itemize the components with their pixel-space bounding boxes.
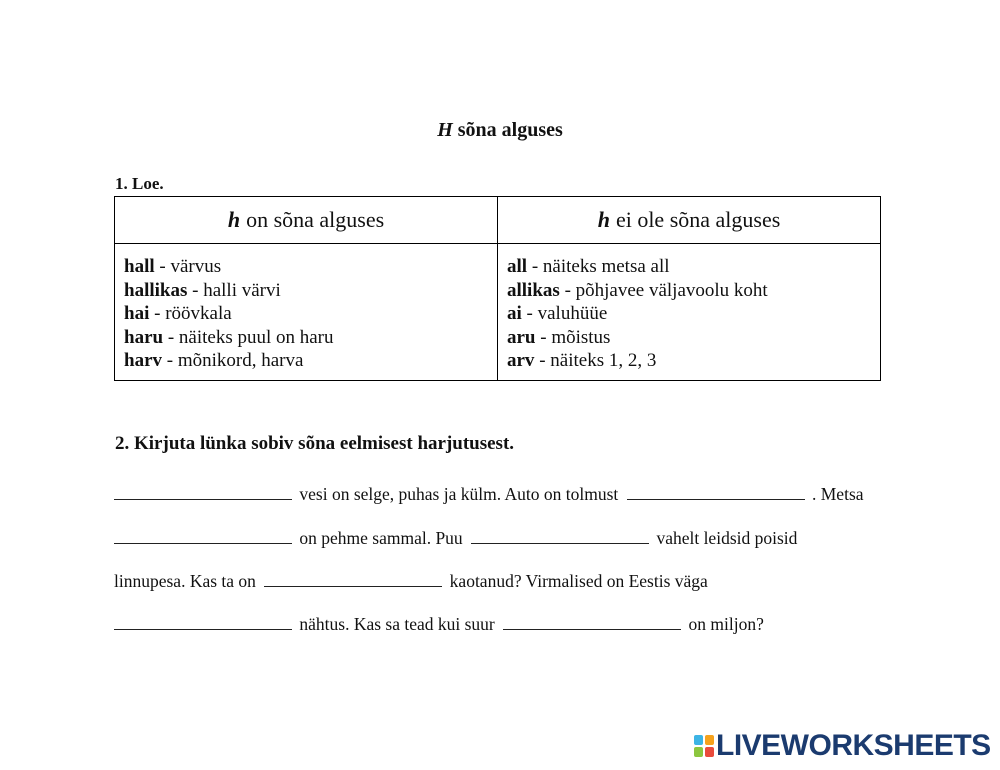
liveworksheets-logo[interactable] xyxy=(694,731,991,761)
word-list-with-h xyxy=(115,244,498,380)
table-header-with-h xyxy=(115,197,498,244)
list-item: ai - valuhüüe xyxy=(507,303,608,324)
sentence-text: vahelt leidsid poisid xyxy=(656,528,798,548)
word-definition: näiteks 1, 2, 3 xyxy=(550,350,657,371)
word-definition: röövkala xyxy=(165,303,232,324)
sentence-text: . Metsa xyxy=(812,484,864,504)
list-item: hai - röövkala xyxy=(124,303,232,324)
word-term: ai xyxy=(507,303,522,324)
word-definition: näiteks puul on haru xyxy=(178,326,334,348)
word-definition: valuhüüe xyxy=(537,303,608,324)
list-item: haru - näiteks puul on haru xyxy=(124,326,334,348)
sentence-text: on miljon? xyxy=(688,614,764,634)
header-letter: h xyxy=(597,207,610,232)
sentence-text: nähtus. Kas sa tead kui suur xyxy=(299,614,495,634)
header-label: ei ole sõna alguses xyxy=(615,207,781,232)
answer-blank[interactable] xyxy=(264,570,442,587)
word-term: harv xyxy=(124,350,162,371)
word-definition: põhjavee väljavoolu koht xyxy=(575,279,768,301)
word-definition: mõistus xyxy=(551,326,611,348)
list-item: all - näiteks metsa all xyxy=(507,256,670,277)
title-rest: sõna alguses xyxy=(457,119,563,141)
word-definition: näiteks metsa all xyxy=(542,256,670,277)
word-term: aru xyxy=(507,326,536,348)
exercise-line xyxy=(114,613,884,635)
logo-text: LIVEWORKSHEETS xyxy=(716,729,991,762)
answer-blank[interactable] xyxy=(114,527,292,544)
word-definition: värvus xyxy=(170,256,222,277)
exercise-line xyxy=(114,483,884,505)
answer-blank[interactable] xyxy=(471,527,649,544)
sentence-text: on pehme sammal. Puu xyxy=(299,528,463,548)
page-title xyxy=(0,119,1000,142)
answer-blank[interactable] xyxy=(627,483,805,500)
title-letter: H xyxy=(437,119,453,141)
word-list-without-h xyxy=(498,244,880,380)
word-term: allikas xyxy=(507,279,560,301)
word-term: hallikas xyxy=(124,279,188,301)
header-letter: h xyxy=(227,207,241,232)
word-definition: halli värvi xyxy=(203,279,281,301)
exercise-line xyxy=(114,527,884,549)
list-item: hallikas - halli värvi xyxy=(124,279,281,301)
answer-blank[interactable] xyxy=(114,483,292,500)
word-term: all xyxy=(507,256,528,277)
list-item: aru - mõistus xyxy=(507,326,611,348)
task1-heading: 1. Loe. xyxy=(115,174,164,193)
word-term: haru xyxy=(124,326,164,348)
word-term: hall xyxy=(124,256,155,277)
list-item: harv - mõnikord, harva xyxy=(124,350,304,371)
sentence-text: kaotanud? Virmalised on Eestis väga xyxy=(449,571,708,591)
list-item: allikas - põhjavee väljavoolu koht xyxy=(507,279,768,301)
word-term: hai xyxy=(124,303,150,324)
header-label: on sõna alguses xyxy=(246,207,385,232)
answer-blank[interactable] xyxy=(503,613,681,630)
word-term: arv xyxy=(507,350,535,371)
sentence-text: vesi on selge, puhas ja külm. Auto on tolmust xyxy=(299,484,619,504)
answer-blank[interactable] xyxy=(114,613,292,630)
sentence-text: linnupesa. Kas ta on xyxy=(114,571,256,591)
exercise-line xyxy=(114,570,884,592)
logo-icon xyxy=(694,735,714,757)
list-item: hall - värvus xyxy=(124,256,222,277)
table-header-without-h xyxy=(498,197,880,244)
word-definition: mõnikord, harva xyxy=(177,350,304,371)
task2-heading: 2. Kirjuta lünka sobiv sõna eelmisest harjutusest. xyxy=(115,433,515,454)
word-table xyxy=(114,196,881,381)
list-item: arv - näiteks 1, 2, 3 xyxy=(507,350,657,371)
